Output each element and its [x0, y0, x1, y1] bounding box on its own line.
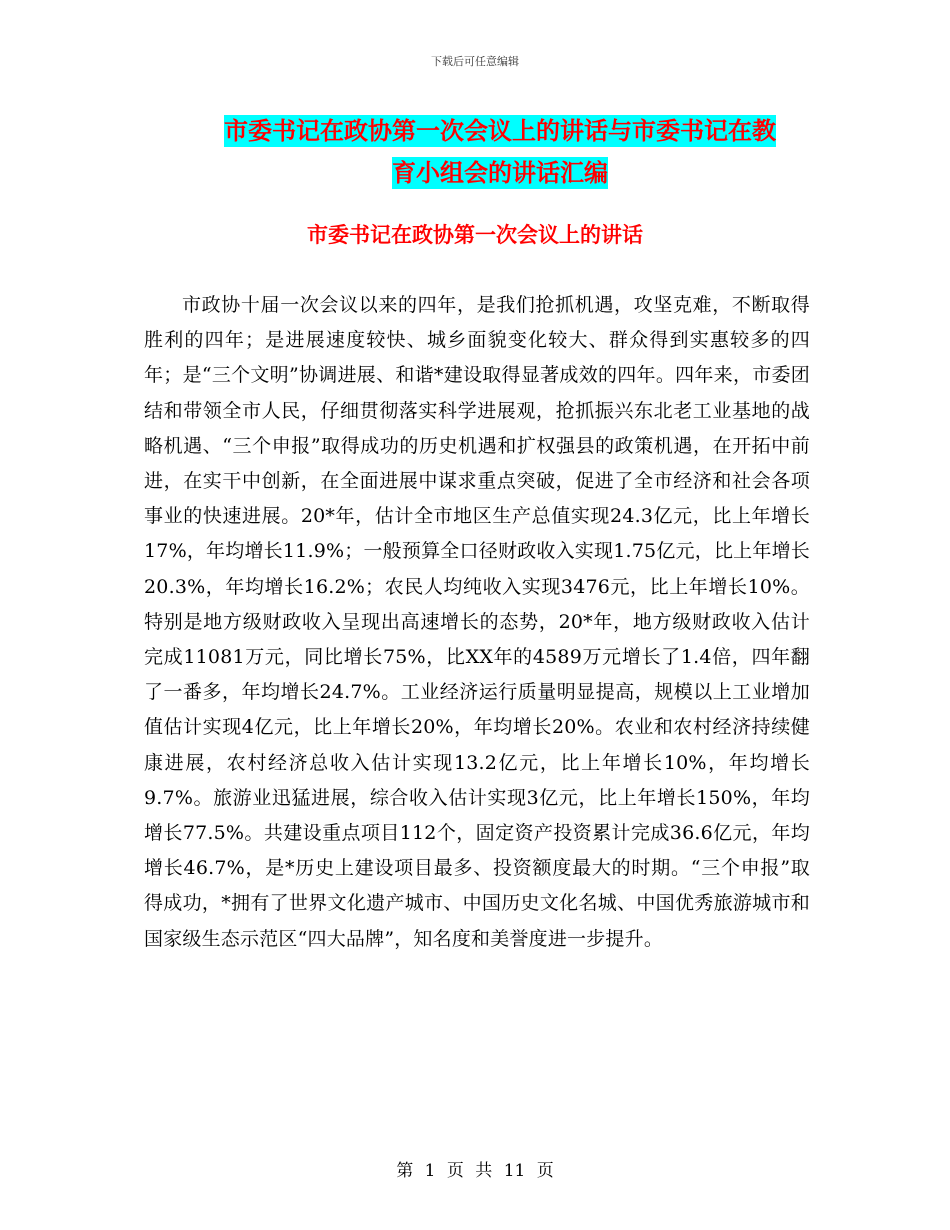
- document-title-line-2: 育小组会的讲话汇编: [392, 159, 608, 187]
- section-title: 市委书记在政协第一次会议上的讲话: [307, 223, 643, 247]
- page-footer: 第 1 页 共 11 页: [396, 1161, 554, 1181]
- header-note: 下载后可任意编辑: [431, 55, 519, 68]
- document-title: [150, 110, 850, 194]
- document-title-line-1: 市委书记在政协第一次会议上的讲话与市委书记在教: [224, 117, 776, 145]
- body-paragraph: 市政协十届一次会议以来的四年，是我们抢抓机遇，攻坚克难，不断取得胜利的四年；是进展速度较快、城乡面貌变化较大、群众得到实惠较多的四年；是“三个文明”协调进展、和谐*建设取得显著成效的四年。四年来，市委团结和带领全市人民，仔细贯彻落实科学进展观，抢抓振兴东北老工业基地的战略机遇、“三个申报”取得成功的历史机遇和扩权强县的政策机遇，在开拓中前进，在实干中创新，在全面进展中谋求重点突破，促进了全市经济和社会各项事业的快速进展。20*年，估计全市地区生产总值实现24.3亿元，比上年增长17%，年均增长11.9%；一般预算全口径财政收入实现1.75亿元，比上年增长20.3%，年均增长16.2%；农民人均纯收入实现3476元，比上年增长10%。特别是地方级财政收入呈现出高速增长的态势，20*年，地方级财政收入估计完成11081万元，同比增长75%，比XX年的4589万元增长了1.4倍，四年翻了一番多，年均增长24.7%。工业经济运行质量明显提高，规模以上工业增加值估计实现4亿元，比上年增长20%，年均增长20%。农业和农村经济持续健康进展，农村经济总收入估计实现13.2亿元，比上年增长10%，年均增长9.7%。旅游业迅猛进展，综合收入估计实现3亿元，比上年增长150%，年均增长77.5%。共建设重点项目112个，固定资产投资累计完成36.6亿元，年均增长46.7%，是*历史上建设项目最多、投资额度最大的时期。“三个申报”取得成功，*拥有了世界文化遗产城市、中国历史文化名城、中国优秀旅游城市和国家级生态示范区“四大品牌”，知名度和美誉度进一步提升。: [144, 294, 810, 950]
